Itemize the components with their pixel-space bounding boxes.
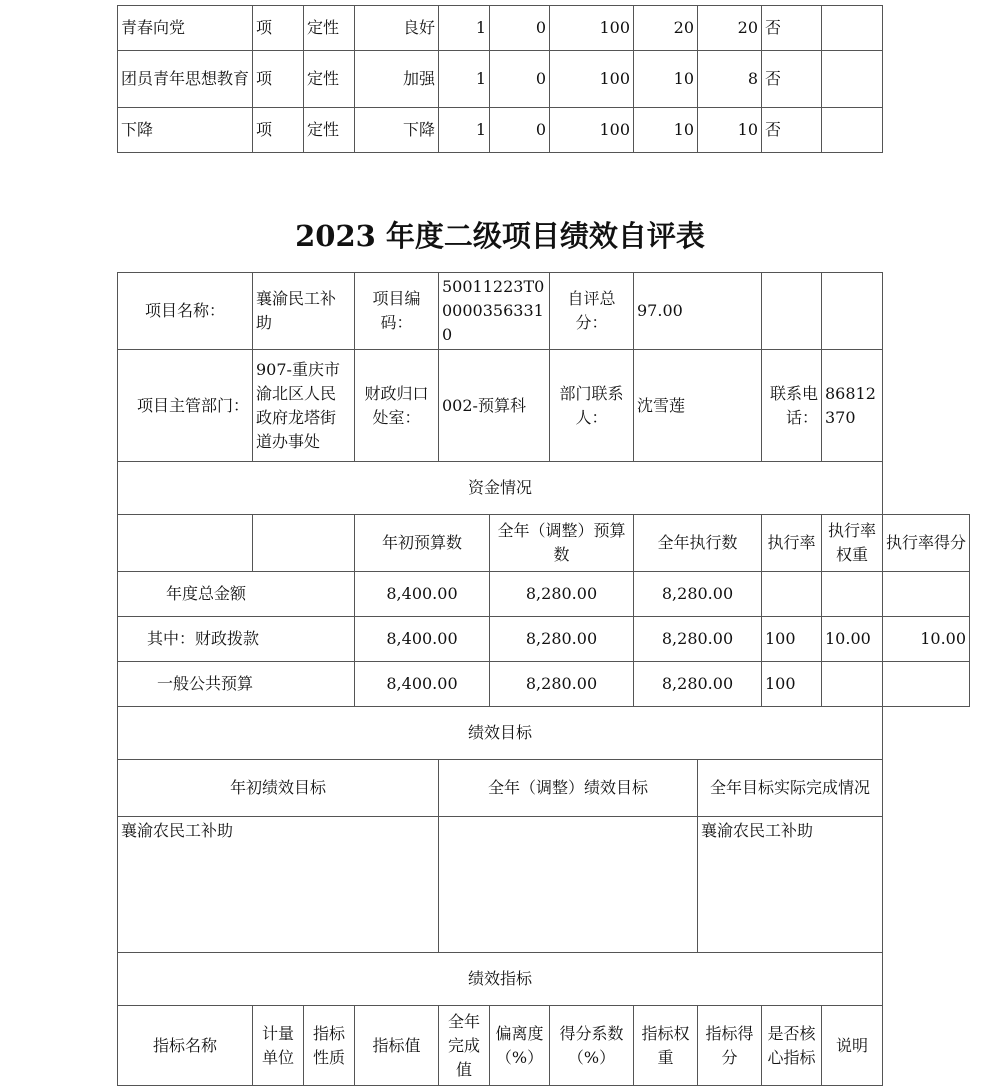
empty-cell [118, 515, 253, 572]
funds-rate: 100 [762, 617, 822, 662]
indicator-name: 青春向党 [118, 6, 253, 51]
dept-value: 907-重庆市渝北区人民政府龙塔街道办事处 [253, 350, 355, 462]
funds-rate-weight [822, 572, 883, 617]
indicator-deviation: 0 [490, 6, 550, 51]
indicator-coef-header: 得分系数（%） [550, 1006, 634, 1086]
funds-rate: 100 [762, 662, 822, 707]
funds-row-label: 年度总金额 [118, 572, 355, 617]
funds-rate-score [883, 572, 970, 617]
indicator-weight: 10 [634, 108, 698, 153]
indicator-weight: 10 [634, 51, 698, 108]
indicator-note [822, 6, 883, 51]
table-row [118, 462, 970, 515]
indicator-name: 团员青年思想教育 [118, 51, 253, 108]
funds-executed: 8,280.00 [634, 662, 762, 707]
initial-goal-value: 襄渝农民工补助 [118, 817, 439, 953]
funds-rate-weight [822, 662, 883, 707]
indicator-deviation: 0 [490, 108, 550, 153]
adjusted-goal-value [439, 817, 698, 953]
rate-header: 执行率 [762, 515, 822, 572]
indicator-target: 下降 [355, 108, 439, 153]
funds-row-label: 一般公共预算 [118, 662, 355, 707]
adjusted-goal-header: 全年（调整）绩效目标 [439, 760, 698, 817]
page-title: 2023 年度二级项目绩效自评表 [295, 219, 705, 253]
self-evaluation-table [117, 272, 970, 1086]
funds-row-label: 其中：财政拨款 [118, 617, 355, 662]
funds-rate-weight: 10.00 [822, 617, 883, 662]
indicator-weight: 20 [634, 6, 698, 51]
project-code-label: 项目编码： [355, 273, 439, 350]
indicator-target-header: 指标值 [355, 1006, 439, 1086]
indicator-nature: 定性 [304, 6, 355, 51]
indicator-done-header: 全年完成值 [439, 1006, 490, 1086]
indicator-core: 否 [762, 108, 822, 153]
table-row [118, 51, 883, 108]
indicator-weight-header: 指标权重 [634, 1006, 698, 1086]
empty-cell [253, 515, 355, 572]
indicator-deviation-header: 偏离度（%） [490, 1006, 550, 1086]
indicators-section-title: 绩效指标 [118, 953, 883, 1006]
table-row [118, 515, 970, 572]
table-row [118, 572, 970, 617]
table-row [118, 108, 883, 153]
indicator-nature: 定性 [304, 51, 355, 108]
funds-rate-score: 10.00 [883, 617, 970, 662]
indicator-deviation: 0 [490, 51, 550, 108]
executed-header: 全年执行数 [634, 515, 762, 572]
adjusted-budget-header: 全年（调整）预算数 [490, 515, 634, 572]
indicator-nature: 定性 [304, 108, 355, 153]
score-value: 97.00 [634, 273, 762, 350]
funds-executed: 8,280.00 [634, 617, 762, 662]
contact-value: 沈雪莲 [634, 350, 762, 462]
office-value: 002-预算科 [439, 350, 550, 462]
table-row [118, 1006, 970, 1086]
table-row [118, 6, 883, 51]
table-row [118, 817, 970, 953]
funds-rate-score [883, 662, 970, 707]
indicator-target: 良好 [355, 6, 439, 51]
table-row [118, 953, 970, 1006]
phone-value: 86812370 [822, 350, 883, 462]
empty-cell [762, 273, 822, 350]
indicator-unit-header: 计量单位 [253, 1006, 304, 1086]
table-row [118, 760, 970, 817]
funds-adjusted: 8,280.00 [490, 572, 634, 617]
goals-section-title: 绩效目标 [118, 707, 883, 760]
indicator-name: 下降 [118, 108, 253, 153]
indicator-unit: 项 [253, 108, 304, 153]
indicator-coef: 100 [550, 51, 634, 108]
table-row [118, 617, 970, 662]
contact-label: 部门联系人： [550, 350, 634, 462]
rate-weight-header: 执行率权重 [822, 515, 883, 572]
funds-initial: 8,400.00 [355, 662, 490, 707]
initial-budget-header: 年初预算数 [355, 515, 490, 572]
indicator-score: 10 [698, 108, 762, 153]
indicator-target: 加强 [355, 51, 439, 108]
funds-adjusted: 8,280.00 [490, 662, 634, 707]
indicator-done: 1 [439, 6, 490, 51]
indicator-note [822, 108, 883, 153]
indicator-done: 1 [439, 51, 490, 108]
dept-label: 项目主管部门： [118, 350, 253, 462]
indicator-done: 1 [439, 108, 490, 153]
indicator-name-header: 指标名称 [118, 1006, 253, 1086]
actual-goal-value: 襄渝农民工补助 [698, 817, 883, 953]
empty-cell [822, 273, 883, 350]
indicator-unit: 项 [253, 51, 304, 108]
funds-adjusted: 8,280.00 [490, 617, 634, 662]
initial-goal-header: 年初绩效目标 [118, 760, 439, 817]
indicator-table-continued [117, 5, 883, 153]
funds-rate [762, 572, 822, 617]
indicator-score: 20 [698, 6, 762, 51]
indicator-core: 否 [762, 6, 822, 51]
indicator-core: 否 [762, 51, 822, 108]
rate-score-header: 执行率得分 [883, 515, 970, 572]
project-name-value: 襄渝民工补助 [253, 273, 355, 350]
funds-initial: 8,400.00 [355, 572, 490, 617]
indicator-unit: 项 [253, 6, 304, 51]
funds-section-title: 资金情况 [118, 462, 883, 515]
table-row [118, 273, 970, 350]
indicator-nature-header: 指标性质 [304, 1006, 355, 1086]
table-row [118, 350, 970, 462]
table-row [118, 707, 970, 760]
indicator-note-header: 说明 [822, 1006, 883, 1086]
phone-label: 联系电话： [762, 350, 822, 462]
table-row [118, 662, 970, 707]
project-name-label: 项目名称： [118, 273, 253, 350]
funds-initial: 8,400.00 [355, 617, 490, 662]
indicator-coef: 100 [550, 6, 634, 51]
project-code-value: 50011223T000003563310 [439, 273, 550, 350]
actual-goal-header: 全年目标实际完成情况 [698, 760, 883, 817]
indicator-score-header: 指标得分 [698, 1006, 762, 1086]
indicator-coef: 100 [550, 108, 634, 153]
score-label: 自评总分： [550, 273, 634, 350]
indicator-note [822, 51, 883, 108]
indicator-core-header: 是否核心指标 [762, 1006, 822, 1086]
funds-executed: 8,280.00 [634, 572, 762, 617]
office-label: 财政归口处室： [355, 350, 439, 462]
indicator-score: 8 [698, 51, 762, 108]
